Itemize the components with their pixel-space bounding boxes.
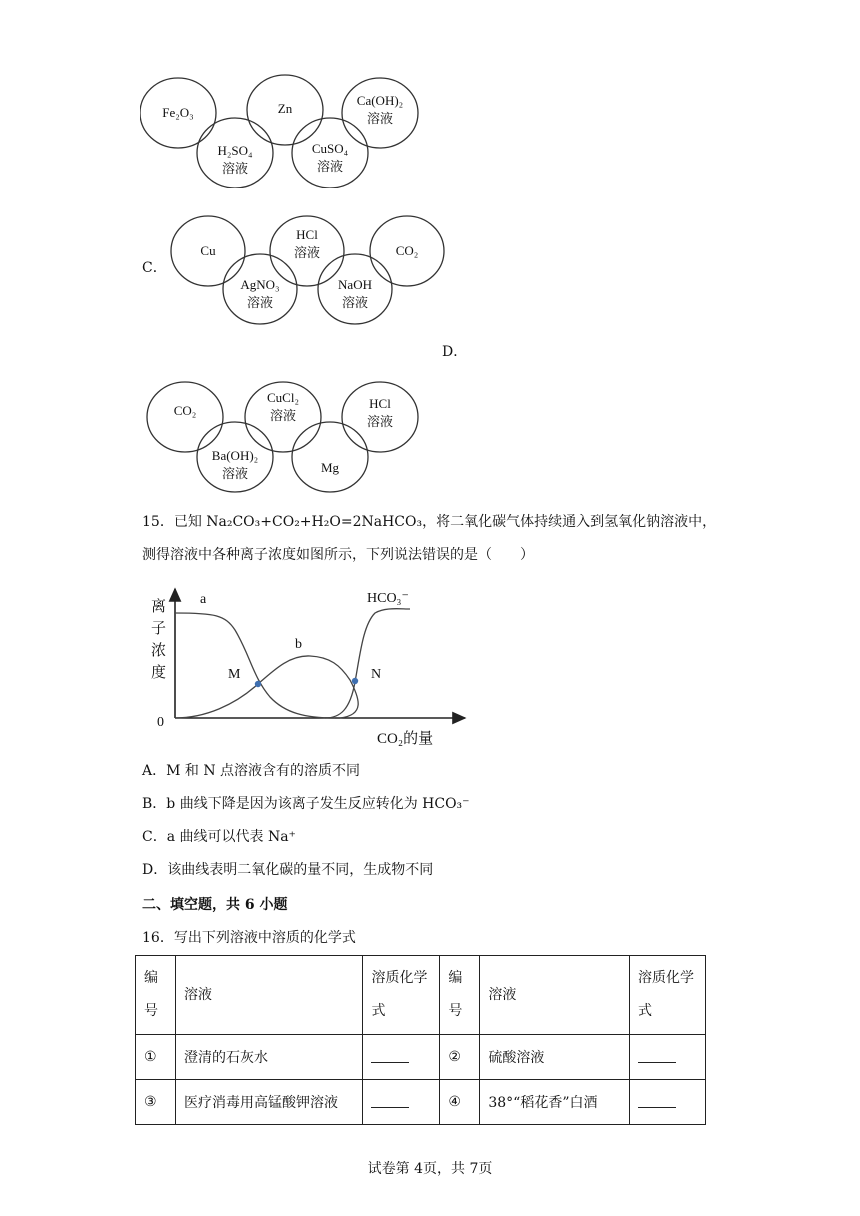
q15-option-a: A．M 和 N 点溶液含有的溶质不同 xyxy=(142,763,361,779)
answer-blank[interactable] xyxy=(638,1093,676,1108)
diagram-b xyxy=(140,73,430,188)
table-row xyxy=(136,1080,706,1125)
page-footer: 试卷第 4页，共 7页 xyxy=(367,1161,493,1177)
header-number: 编号 xyxy=(136,956,176,1035)
row2-blank-2[interactable] xyxy=(630,1080,706,1125)
label-h2so4-sub: 溶液 xyxy=(221,161,249,176)
label-caoh2: Ca(OH)₂ xyxy=(356,93,404,108)
label-baoh2-sub: 溶液 xyxy=(221,466,249,481)
ion-concentration-chart xyxy=(145,585,475,750)
x-axis-label: CO₂的量 xyxy=(377,731,434,747)
row2-solution-2: 38°“稻花香”白酒 xyxy=(480,1080,630,1125)
label-co2-d: CO₂ xyxy=(173,403,197,418)
label-agno3: AgNO₃ xyxy=(240,277,280,292)
q15-stem-line1: 15．已知 Na₂CO₃+CO₂+H₂O=2NaHCO₃，将二氧化碳气体持续通入到氢氧化钠溶液中， xyxy=(142,514,717,530)
series-label-a: a xyxy=(200,592,207,607)
y-label-char-3: 浓 xyxy=(151,643,167,659)
row1-num-2: ② xyxy=(440,1035,480,1080)
header-number-2: 编号 xyxy=(440,956,480,1035)
table-row xyxy=(136,1035,706,1080)
curve-b xyxy=(175,656,358,718)
label-baoh2: Ba(OH)₂ xyxy=(211,448,259,463)
origin-label: 0 xyxy=(157,715,164,730)
row1-blank[interactable] xyxy=(363,1035,440,1080)
label-cuso4: CuSO₄ xyxy=(311,141,349,156)
series-label-hco3: HCO₃⁻ xyxy=(367,591,409,606)
label-cucl2-sub: 溶液 xyxy=(269,408,297,423)
answer-blank[interactable] xyxy=(371,1048,409,1063)
q15-option-b: B．b 曲线下降是因为该离子发生反应转化为 HCO₃⁻ xyxy=(142,796,470,812)
header-formula: 溶质化学式 xyxy=(363,956,440,1035)
q16-stem: 16．写出下列溶液中溶质的化学式 xyxy=(142,930,356,946)
label-zn: Zn xyxy=(277,101,293,116)
y-label-char-4: 度 xyxy=(151,665,167,681)
row2-solution: 医疗消毒用高锰酸钾溶液 xyxy=(175,1080,362,1125)
curve-a xyxy=(175,613,335,718)
diagram-c xyxy=(170,213,450,325)
label-mg: Mg xyxy=(320,460,340,475)
diagram-d xyxy=(145,380,425,495)
answer-blank[interactable] xyxy=(371,1093,409,1108)
point-label-m: M xyxy=(228,667,241,682)
row1-solution-2: 硫酸溶液 xyxy=(480,1035,630,1080)
option-d-label: D． xyxy=(442,344,468,360)
label-hcl-d-sub: 溶液 xyxy=(366,414,394,429)
header-formula-2: 溶质化学式 xyxy=(630,956,706,1035)
q16-table xyxy=(135,955,706,1125)
table-header-row xyxy=(136,956,706,1035)
label-fe2o3: Fe₂O₃ xyxy=(162,105,194,120)
q15-stem-line2: 测得溶液中各种离子浓度如图所示，下列说法错误的是（ ） xyxy=(142,547,534,563)
point-m xyxy=(255,681,261,687)
section2-heading: 二、填空题，共 6 小题 xyxy=(142,897,288,913)
point-label-n: N xyxy=(371,667,382,682)
label-cuso4-sub: 溶液 xyxy=(316,159,344,174)
row2-blank[interactable] xyxy=(363,1080,440,1125)
label-h2so4: H₂SO₄ xyxy=(217,143,253,158)
row1-blank-2[interactable] xyxy=(630,1035,706,1080)
y-label-char-2: 子 xyxy=(151,621,167,637)
row1-num: ① xyxy=(136,1035,176,1080)
header-solution: 溶液 xyxy=(175,956,362,1035)
label-cu: Cu xyxy=(200,243,216,258)
q15-option-d: D．该曲线表明二氧化碳的量不同，生成物不同 xyxy=(142,862,434,878)
q15-option-c: C．a 曲线可以代表 Na⁺ xyxy=(142,829,296,845)
point-n xyxy=(352,678,358,684)
label-hcl-d: HCl xyxy=(369,396,391,411)
row1-solution: 澄清的石灰水 xyxy=(175,1035,362,1080)
label-hcl-sub: 溶液 xyxy=(293,245,321,260)
label-cucl2: CuCl₂ xyxy=(267,390,299,405)
curve-hco3 xyxy=(325,609,410,718)
y-label-char-1: 离 xyxy=(151,599,167,615)
row2-num-2: ④ xyxy=(440,1080,480,1125)
label-co2: CO₂ xyxy=(395,243,419,258)
option-c-label: C． xyxy=(142,260,167,276)
series-label-b: b xyxy=(295,637,302,652)
label-naoh-sub: 溶液 xyxy=(341,295,369,310)
label-naoh: NaOH xyxy=(338,277,372,292)
header-solution-2: 溶液 xyxy=(480,956,630,1035)
circle-mg xyxy=(292,422,368,492)
label-agno3-sub: 溶液 xyxy=(246,295,274,310)
row2-num: ③ xyxy=(136,1080,176,1125)
answer-blank[interactable] xyxy=(638,1048,676,1063)
label-caoh2-sub: 溶液 xyxy=(366,111,394,126)
label-hcl: HCl xyxy=(296,227,318,242)
